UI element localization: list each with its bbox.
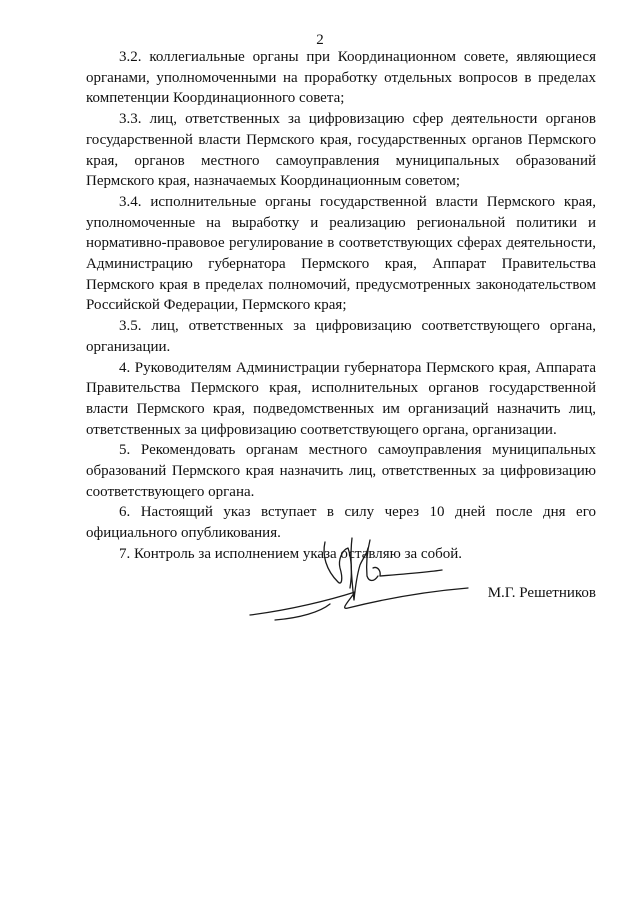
handwritten-signature xyxy=(230,530,480,630)
paragraph-3-5: 3.5. лиц, ответственных за цифровизацию соответствующего органа, организации. xyxy=(86,318,596,355)
paragraph-4: 4. Руководителям Администрации губернатора Пермского края, Аппарата Правительства Пермского края, исполнительных органов государственной власти Пермского края, подведомственных им организаций назначить лиц, ответственных за цифровизацию соответствующего органа, организации. xyxy=(86,359,596,438)
paragraph-3-3: 3.3. лиц, ответственных за цифровизацию сфер деятельности органов государственной власти Пермского края, государственных органов Пермского края, органов местного самоуправления муниципальных образований Пермского края, назначаемых Координационным советом; xyxy=(86,111,596,190)
paragraph-3-4: 3.4. исполнительные органы государственной власти Пермского края, уполномоченные на выработку и реализацию региональной политики и нормативно-правовое регулирование в соответствующих сферах деятельности, Администрацию губернатора Пермского края, Аппарат Правительства Пермского края в пределах полномочий, предусмотренных законодательством Российской Федерации, Пермского края; xyxy=(86,193,596,314)
signer-name: М.Г. Решетников xyxy=(487,585,596,601)
page-number: 2 xyxy=(316,32,324,48)
paragraph-6: 6. Настоящий указ вступает в силу через 10 дней после дня его официального опубликования. xyxy=(86,504,596,542)
document-body xyxy=(86,47,596,565)
paragraph-5: 5. Рекомендовать органам местного самоуправления муниципальных образований Пермского края назначить лиц, ответственных за цифровизацию соответствующего органа. xyxy=(86,442,596,500)
paragraph-7: 7. Контроль за исполнением указа оставляю за собой. xyxy=(119,545,462,562)
paragraph-3-2: 3.2. коллегиальные органы при Координационном совете, являющиеся органами, уполномоченными на проработку отдельных вопросов в пределах компетенции Координационного совета; xyxy=(86,49,596,107)
